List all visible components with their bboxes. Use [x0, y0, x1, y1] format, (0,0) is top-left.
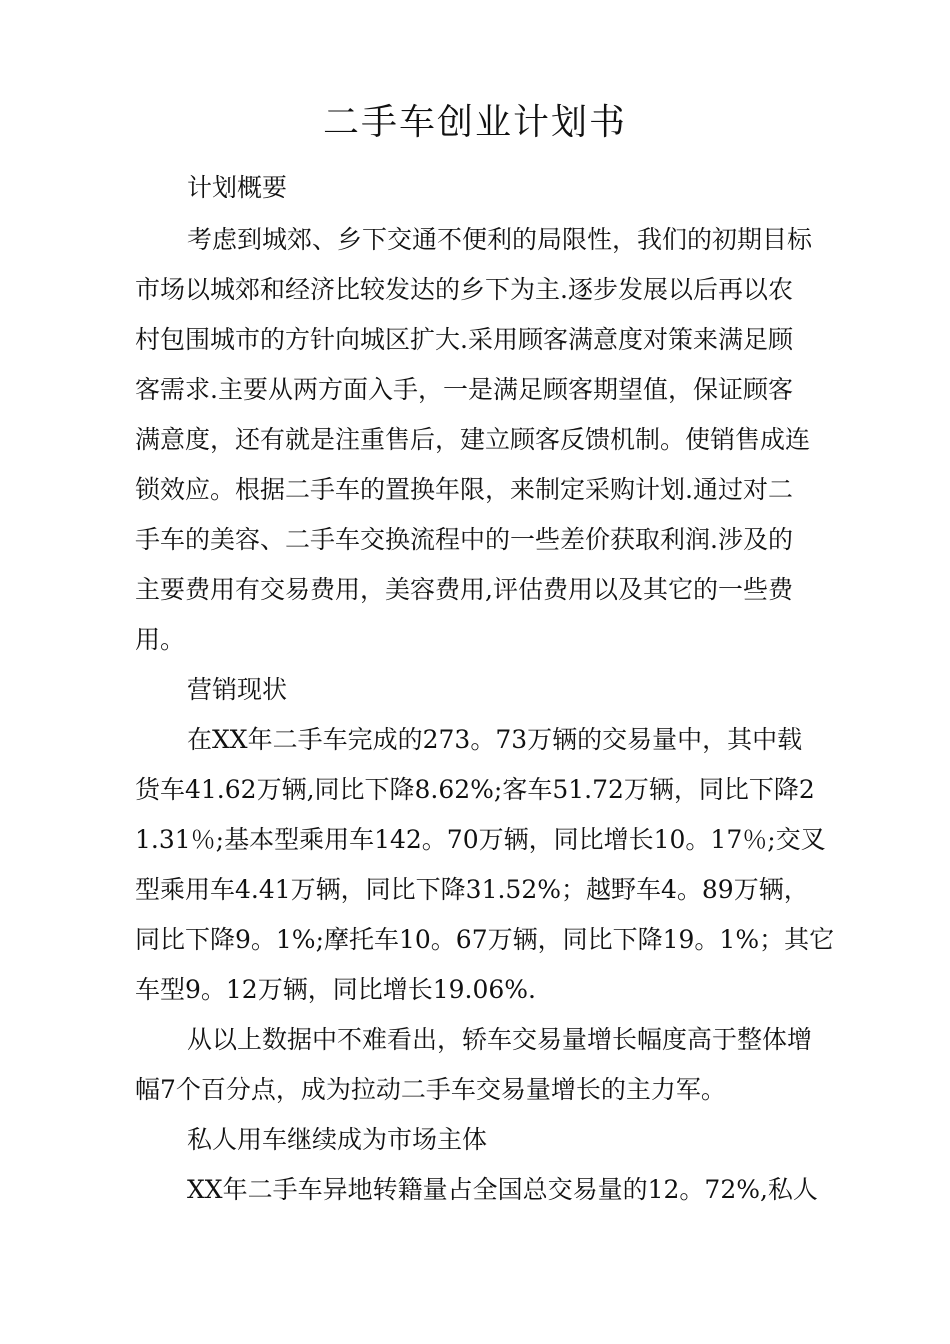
- paragraph-line: 客需求.主要从两方面入手，一是满足顾客期望值，保证顾客: [135, 375, 793, 404]
- paragraph-line: 手车的美容、二手车交换流程中的一些差价获取利润.涉及的: [135, 525, 793, 554]
- paragraph-line: 1.31％;基本型乘用车142。70万辆，同比增长10。17％;交叉: [135, 825, 826, 854]
- paragraph-line: 满意度，还有就是注重售后，建立顾客反馈机制。使销售成连: [135, 425, 811, 454]
- paragraph-line: 型乘用车4.41万辆，同比下降31.52%；越野车4。89万辆，: [135, 875, 809, 904]
- paragraph-line: 车型9。12万辆，同比增长19.06%.: [135, 975, 536, 1004]
- paragraph-line: 市场以城郊和经济比较发达的乡下为主.逐步发展以后再以农: [135, 275, 793, 304]
- paragraph-line: 锁效应。根据二手车的置换年限，来制定采购计划.通过对二: [135, 475, 793, 504]
- paragraph-line: XX年二手车异地转籍量占全国总交易量的12。72%,私人: [187, 1175, 818, 1204]
- heading-private-cars: 私人用车继续成为市场主体: [187, 1125, 488, 1154]
- paragraph-line: 主要费用有交易费用，美容费用,评估费用以及其它的一些费: [135, 575, 793, 604]
- paragraph-line: 在XX年二手车完成的273。73万辆的交易量中，其中载: [187, 725, 803, 754]
- paragraph-line: 考虑到城郊、乡下交通不便利的局限性，我们的初期目标: [187, 225, 813, 254]
- paragraph-line: 从以上数据中不难看出，轿车交易量增长幅度高于整体增: [187, 1025, 813, 1054]
- heading-marketing-status: 营销现状: [187, 675, 288, 704]
- document-title: 二手车创业计划书: [322, 102, 627, 143]
- paragraph-line: 用。: [135, 625, 186, 654]
- paragraph-line: 货车41.62万辆,同比下降8.62%;客车51.72万辆，同比下降2: [135, 775, 815, 804]
- paragraph-line: 幅7个百分点，成为拉动二手车交易量增长的主力军。: [135, 1075, 726, 1104]
- paragraph-line: 同比下降9。1%;摩托车10。67万辆，同比下降19。1%；其它: [135, 925, 835, 954]
- heading-plan-overview: 计划概要: [187, 173, 288, 202]
- paragraph-line: 村包围城市的方针向城区扩大.采用顾客满意度对策来满足顾: [135, 325, 793, 354]
